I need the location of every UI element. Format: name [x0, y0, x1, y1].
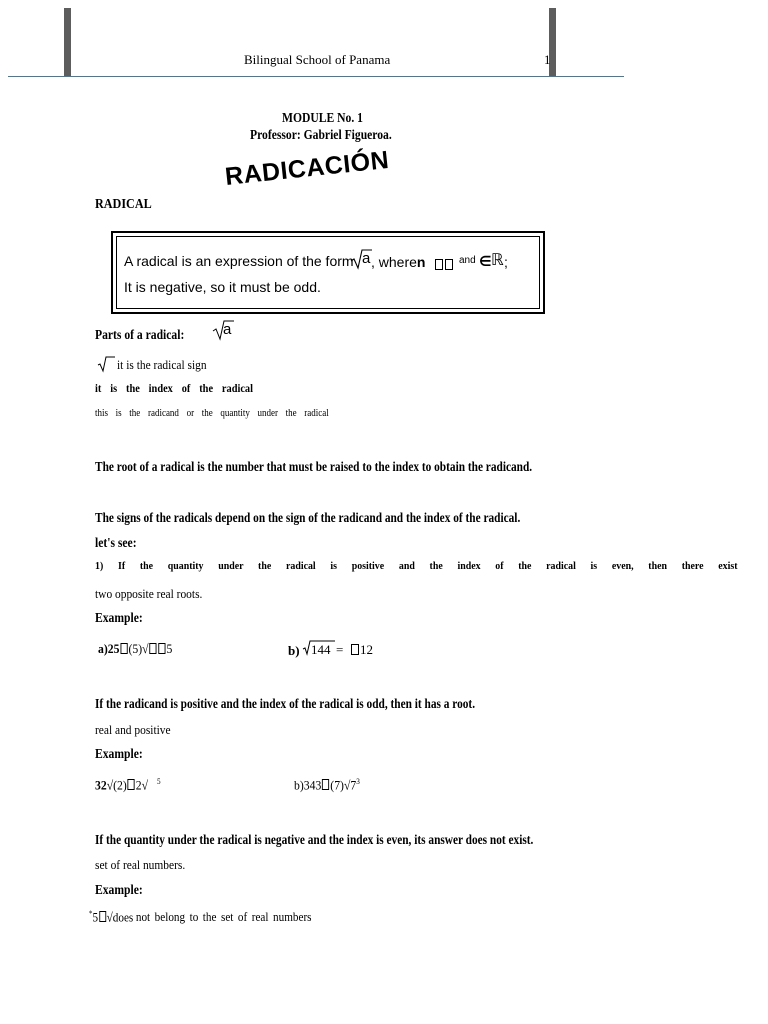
example-3 — [89, 909, 312, 925]
definition-line-2: It is negative, so it must be odd. — [124, 279, 321, 295]
signs-rule: The signs of the radicals depend on the sign of the radicand and the index of the radical. — [95, 510, 521, 525]
professor-name: Professor: Gabriel Figueroa. — [250, 127, 392, 142]
example-2a — [95, 777, 161, 793]
page-number: 1 — [544, 52, 551, 67]
reals-symbol: ℝ — [491, 250, 504, 269]
example-2-label: Example: — [95, 746, 143, 761]
definition-radicand: a — [362, 250, 371, 267]
example-2b — [294, 777, 360, 793]
missing-glyph-icon — [128, 779, 135, 790]
header-bar-left — [64, 8, 71, 77]
odd-rule-continuation: real and positive — [95, 722, 171, 737]
index-description: it is the index of the radical — [95, 383, 253, 395]
section-heading: RADICAL — [95, 196, 152, 211]
missing-glyph-icon — [351, 644, 359, 655]
example-2a-prefix: 32 — [95, 777, 107, 793]
missing-glyph-icon — [158, 643, 165, 654]
example-1b-value: 12 — [360, 642, 373, 657]
parts-radicand: a — [223, 321, 232, 338]
placeholder-glyphs — [434, 256, 454, 274]
example-1b-equals: = — [336, 642, 344, 657]
example-1-label: Example: — [95, 610, 143, 625]
definition-where — [371, 254, 425, 270]
odd-rule: If the radicand is positive and the index of the radical is odd, then it has a root. — [95, 696, 476, 711]
root-definition: The root of a radical is the number that must be raised to the index to obtain the radicand. — [95, 459, 533, 474]
small-radical-icon: √ — [343, 777, 351, 793]
definition-line-1 — [124, 253, 354, 269]
example-1a-mid: (5) — [128, 641, 143, 656]
example-3-num: 5 — [92, 909, 99, 925]
where-n: n — [416, 254, 426, 270]
rule-1: 1) If the quantity under the radical is positive and the index of the radical is even, then there exist — [95, 560, 738, 572]
example-3-text: not belong to the set of real numbers — [135, 909, 312, 925]
module-title: MODULE No. 1 — [282, 110, 363, 125]
small-radical-icon: √ — [141, 777, 149, 793]
where-label: , where — [371, 254, 417, 270]
example-1a-prefix: a)25 — [98, 641, 120, 656]
example-2b-prefix: b)343 — [294, 777, 322, 793]
example-1a-end: 5 — [166, 641, 173, 656]
radicacion-title-text: RADICACIÓN — [223, 145, 391, 191]
radical-sign-description: it is the radical sign — [117, 357, 207, 372]
example-2a-paren: (2) — [113, 777, 127, 793]
small-radical-icon: √ — [106, 777, 114, 793]
lets-see: let's see: — [95, 535, 137, 550]
example-1a — [98, 641, 172, 657]
example-2a-mid: 2 — [135, 777, 142, 793]
parts-heading: Parts of a radical: — [95, 327, 185, 342]
school-name: Bilingual School of Panama — [244, 52, 391, 67]
definition-prefix: A radical is an expression of the form — [124, 253, 354, 269]
missing-glyph-icon — [120, 643, 127, 654]
negative-rule: If the quantity under the radical is negative and the index is even, its answer does not exist. — [95, 832, 534, 847]
example-3-does: does — [112, 909, 134, 925]
example-3-label: Example: — [95, 882, 143, 897]
example-2b-sup: 3 — [356, 777, 360, 786]
missing-glyph-icon — [322, 779, 329, 790]
radicand-description: this is the radicand or the quantity under the radical — [95, 408, 329, 419]
missing-glyph-icon — [149, 643, 156, 654]
example-1b-result — [350, 642, 373, 658]
example-2b-mid: 7 — [350, 777, 357, 793]
missing-glyph-icon — [435, 259, 443, 270]
small-radical-icon: √ — [142, 641, 149, 656]
small-radical-icon: √ — [106, 909, 113, 925]
example-3-mark: * — [89, 909, 93, 918]
radicacion-title — [220, 143, 450, 193]
example-2b-paren: (7) — [330, 777, 344, 793]
example-2a-sup: 5 — [157, 777, 161, 786]
negative-rule-continuation: set of real numbers. — [95, 857, 186, 872]
missing-glyph-icon — [99, 911, 106, 922]
and-label: and — [459, 255, 476, 266]
definition-box-inner — [116, 236, 540, 309]
example-1b-prefix: b) — [288, 643, 300, 658]
missing-glyph-icon — [445, 259, 453, 270]
member-symbol: ∈ — [479, 253, 492, 269]
header-rule — [8, 76, 624, 77]
semicolon: ; — [504, 254, 508, 270]
rule-1-continuation: two opposite real roots. — [95, 586, 203, 601]
example-1b-radicand: 144 — [311, 642, 331, 657]
radical-sign-icon — [97, 356, 115, 374]
